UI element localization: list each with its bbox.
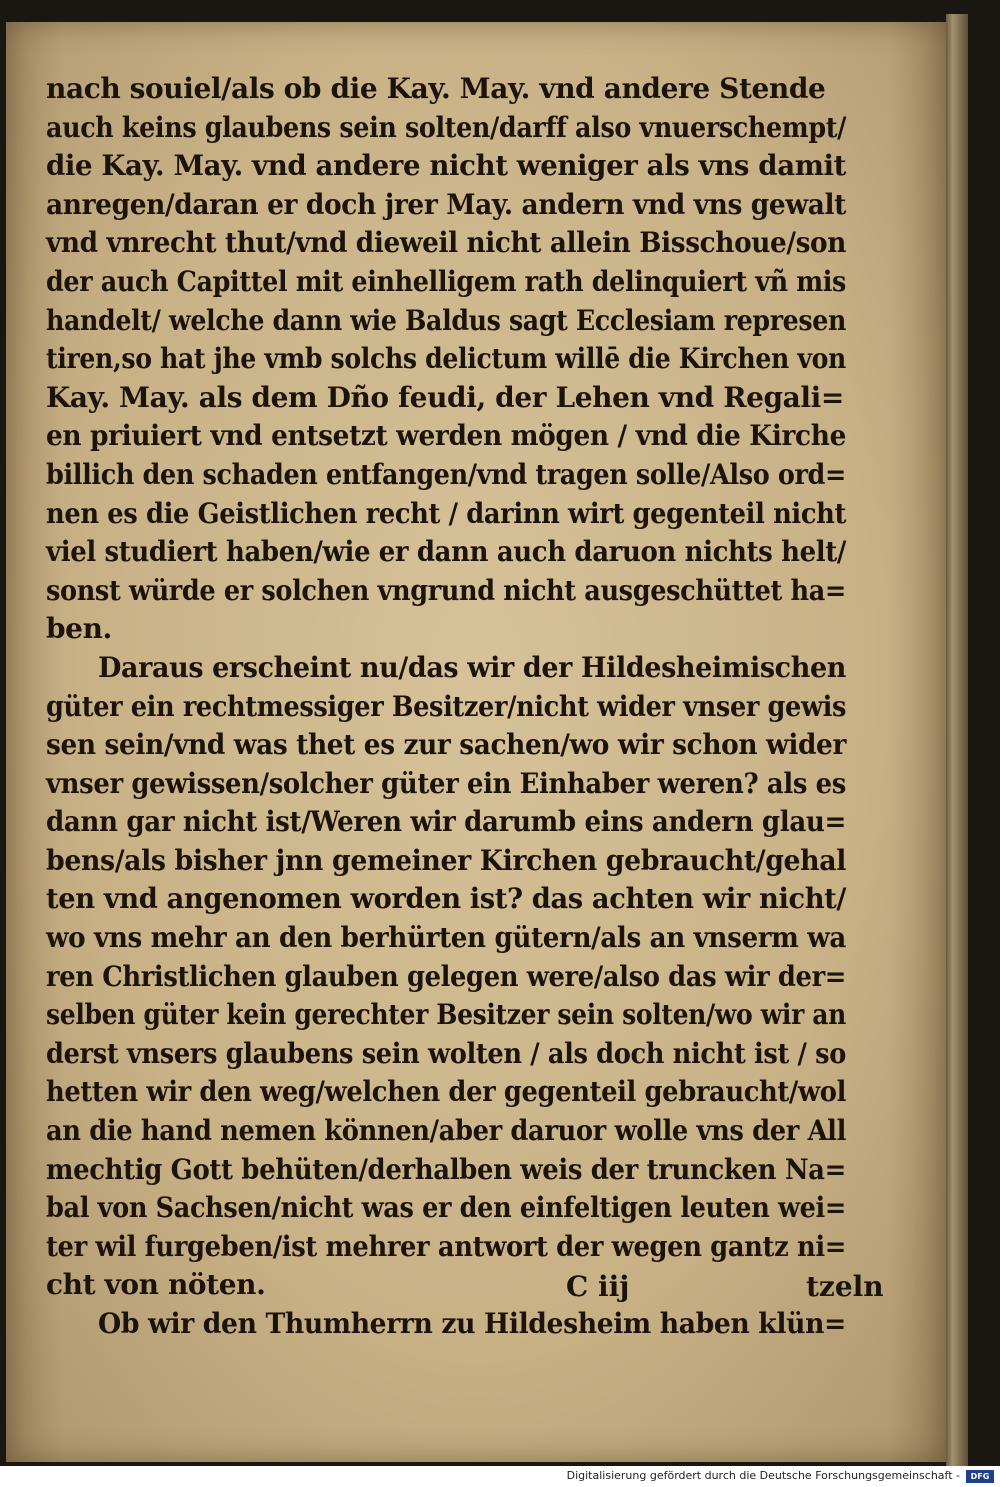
text-line: die Kay. May. vnd andere nicht weniger als vns damit — [46, 149, 846, 183]
text-line: vnser gewissen/solcher güter ein Einhaber weren? als es — [46, 766, 846, 800]
text-line: billich den schaden entfangen/vnd tragen solle/Also ord= — [46, 457, 846, 491]
text-line: der auch Capittel mit einhelligem rath delinquiert vñ mis — [46, 264, 846, 298]
credit-bar — [0, 1466, 1000, 1487]
page-text-block — [46, 70, 866, 1344]
text-line: sen sein/vnd was thet es zur sachen/wo wir schon wider — [46, 728, 846, 762]
text-line: sonst würde er solchen vngrund nicht ausgeschüttet ha= — [46, 573, 846, 607]
text-line: bal von Sachsen/nicht was er den einfeltigen leuten wei= — [46, 1191, 846, 1225]
dfg-logo-icon: DFG — [966, 1470, 994, 1483]
text-line: handelt/ welche dann wie Baldus sagt Ecclesiam represen — [46, 303, 846, 337]
text-line: ten vnd angenomen worden ist? das achten wir nicht/ — [46, 882, 846, 916]
signature-mark: C iij — [566, 1270, 630, 1303]
credit-text: Digitalisierung gefördert durch die Deutsche Forschungsgemeinschaft - — [566, 1469, 960, 1482]
text-line: hetten wir den weg/welchen der gegenteil gebraucht/wol — [46, 1075, 846, 1109]
text-line: an die hand nemen können/aber daruor wolle vns der All — [46, 1114, 846, 1148]
paragraph-first-line: Ob wir den Thumherrn zu Hildesheim haben klün= — [98, 1307, 846, 1340]
page-edge — [946, 14, 968, 1466]
text-line: nen es die Geistlichen recht / darinn wirt gegenteil nicht — [46, 496, 846, 530]
text-line: ren Christlichen glauben gelegen were/also das wir der= — [46, 959, 846, 993]
text-line: auch keins glaubens sein solten/darff also vnuerschempt/ — [46, 110, 846, 144]
catchword: tzeln — [806, 1270, 884, 1303]
book-page — [6, 22, 946, 1462]
text-line: güter ein rechtmessiger Besitzer/nicht wider vnser gewis — [46, 689, 846, 723]
text-line: Kay. May. als dem Dño feudi, der Lehen vnd Regali= — [46, 380, 844, 414]
page-footer — [46, 1270, 884, 1310]
text-line: dann gar nicht ist/Weren wir darumb eins andern glau= — [46, 805, 846, 839]
text-line: derst vnsers glaubens sein wolten / als doch nicht ist / so — [46, 1036, 846, 1070]
text-line: ben. — [46, 612, 112, 646]
text-line: cht von nöten. — [46, 1268, 266, 1302]
paragraph-first-line: Daraus erscheint nu/das wir der Hildesheimischen — [98, 650, 846, 684]
text-line: mechtig Gott behüten/derhalben weis der truncken Na= — [46, 1152, 846, 1186]
text-line: tiren,so hat jhe vmb solchs delictum willē die Kirchen von — [46, 342, 846, 376]
text-line: en priuiert vnd entsetzt werden mögen / vnd die Kirche — [46, 419, 846, 453]
text-line: wo vns mehr an den berhürten gütern/als an vnserm wa — [46, 921, 846, 955]
text-line: viel studiert haben/wie er dann auch daruon nichts helt/ — [46, 535, 846, 569]
text-line: nach souiel/als ob die Kay. May. vnd andere Stende — [46, 72, 826, 105]
text-line: bens/als bisher jnn gemeiner Kirchen gebraucht/gehal — [46, 843, 846, 877]
text-line: anregen/daran er doch jrer May. andern vnd vns gewalt — [46, 187, 846, 221]
text-line: ter wil furgeben/ist mehrer antwort der wegen gantz ni= — [46, 1229, 846, 1263]
text-line: vnd vnrecht thut/vnd dieweil nicht allein Bisschoue/son — [46, 226, 846, 260]
text-line: selben güter kein gerechter Besitzer sein solten/wo wir an — [46, 998, 846, 1032]
